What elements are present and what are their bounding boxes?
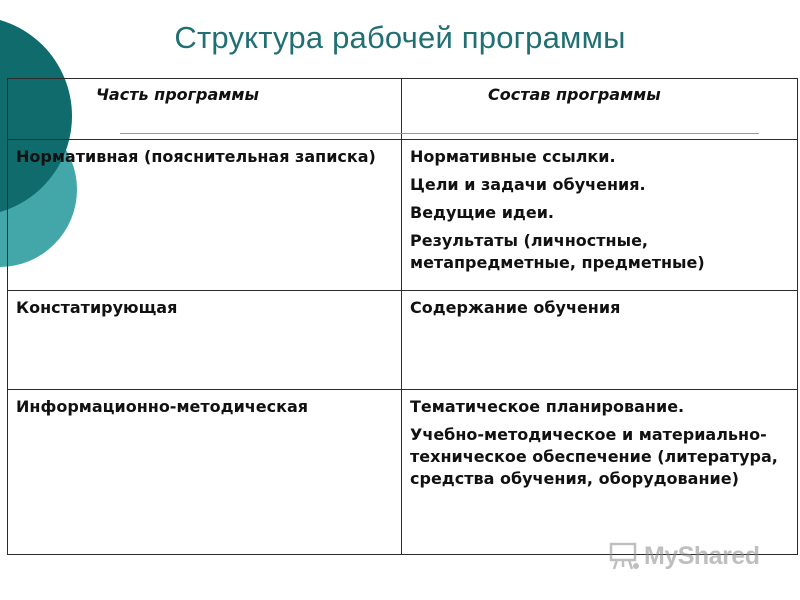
composition-item: Результаты (личностные, метапредметные, предметные): [410, 231, 705, 272]
watermark: [608, 536, 759, 576]
composition-cell: [402, 291, 798, 390]
composition-item: Цели и задачи обучения.: [410, 175, 646, 194]
part-label: Информационно-методическая: [16, 397, 309, 416]
table-row: [8, 291, 798, 390]
table-header-row: [8, 79, 798, 140]
program-structure-table: [7, 78, 798, 555]
header-cell-part: [8, 79, 402, 140]
composition-item: Учебно-методическое и материально-техническое обеспечение (литература, средства обучения, оборудование): [410, 425, 778, 488]
composition-item: Нормативные ссылки.: [410, 147, 616, 166]
header-label-composition: Состав программы: [488, 85, 661, 104]
table-row: [8, 140, 798, 291]
part-cell: [8, 390, 402, 555]
header-label-part: Часть программы: [96, 85, 259, 104]
header-underline: [120, 133, 405, 134]
slide-title: Структура рабочей программы: [174, 20, 626, 55]
watermark-text: MyShared: [644, 541, 760, 570]
part-label: Констатирующая: [16, 298, 178, 317]
composition-item: Тематическое планирование.: [410, 397, 685, 416]
composition-cell: [402, 140, 798, 291]
composition-cell: [402, 390, 798, 555]
part-cell: [8, 291, 402, 390]
composition-item: Содержание обучения: [410, 298, 621, 317]
table-row: [8, 390, 798, 555]
projector-screen-icon: [608, 540, 640, 572]
header-cell-composition: [402, 79, 798, 140]
part-label: Нормативная (пояснительная записка): [16, 147, 376, 166]
composition-item: Ведущие идеи.: [410, 203, 554, 222]
header-underline: [398, 133, 759, 134]
part-cell: [8, 140, 402, 291]
